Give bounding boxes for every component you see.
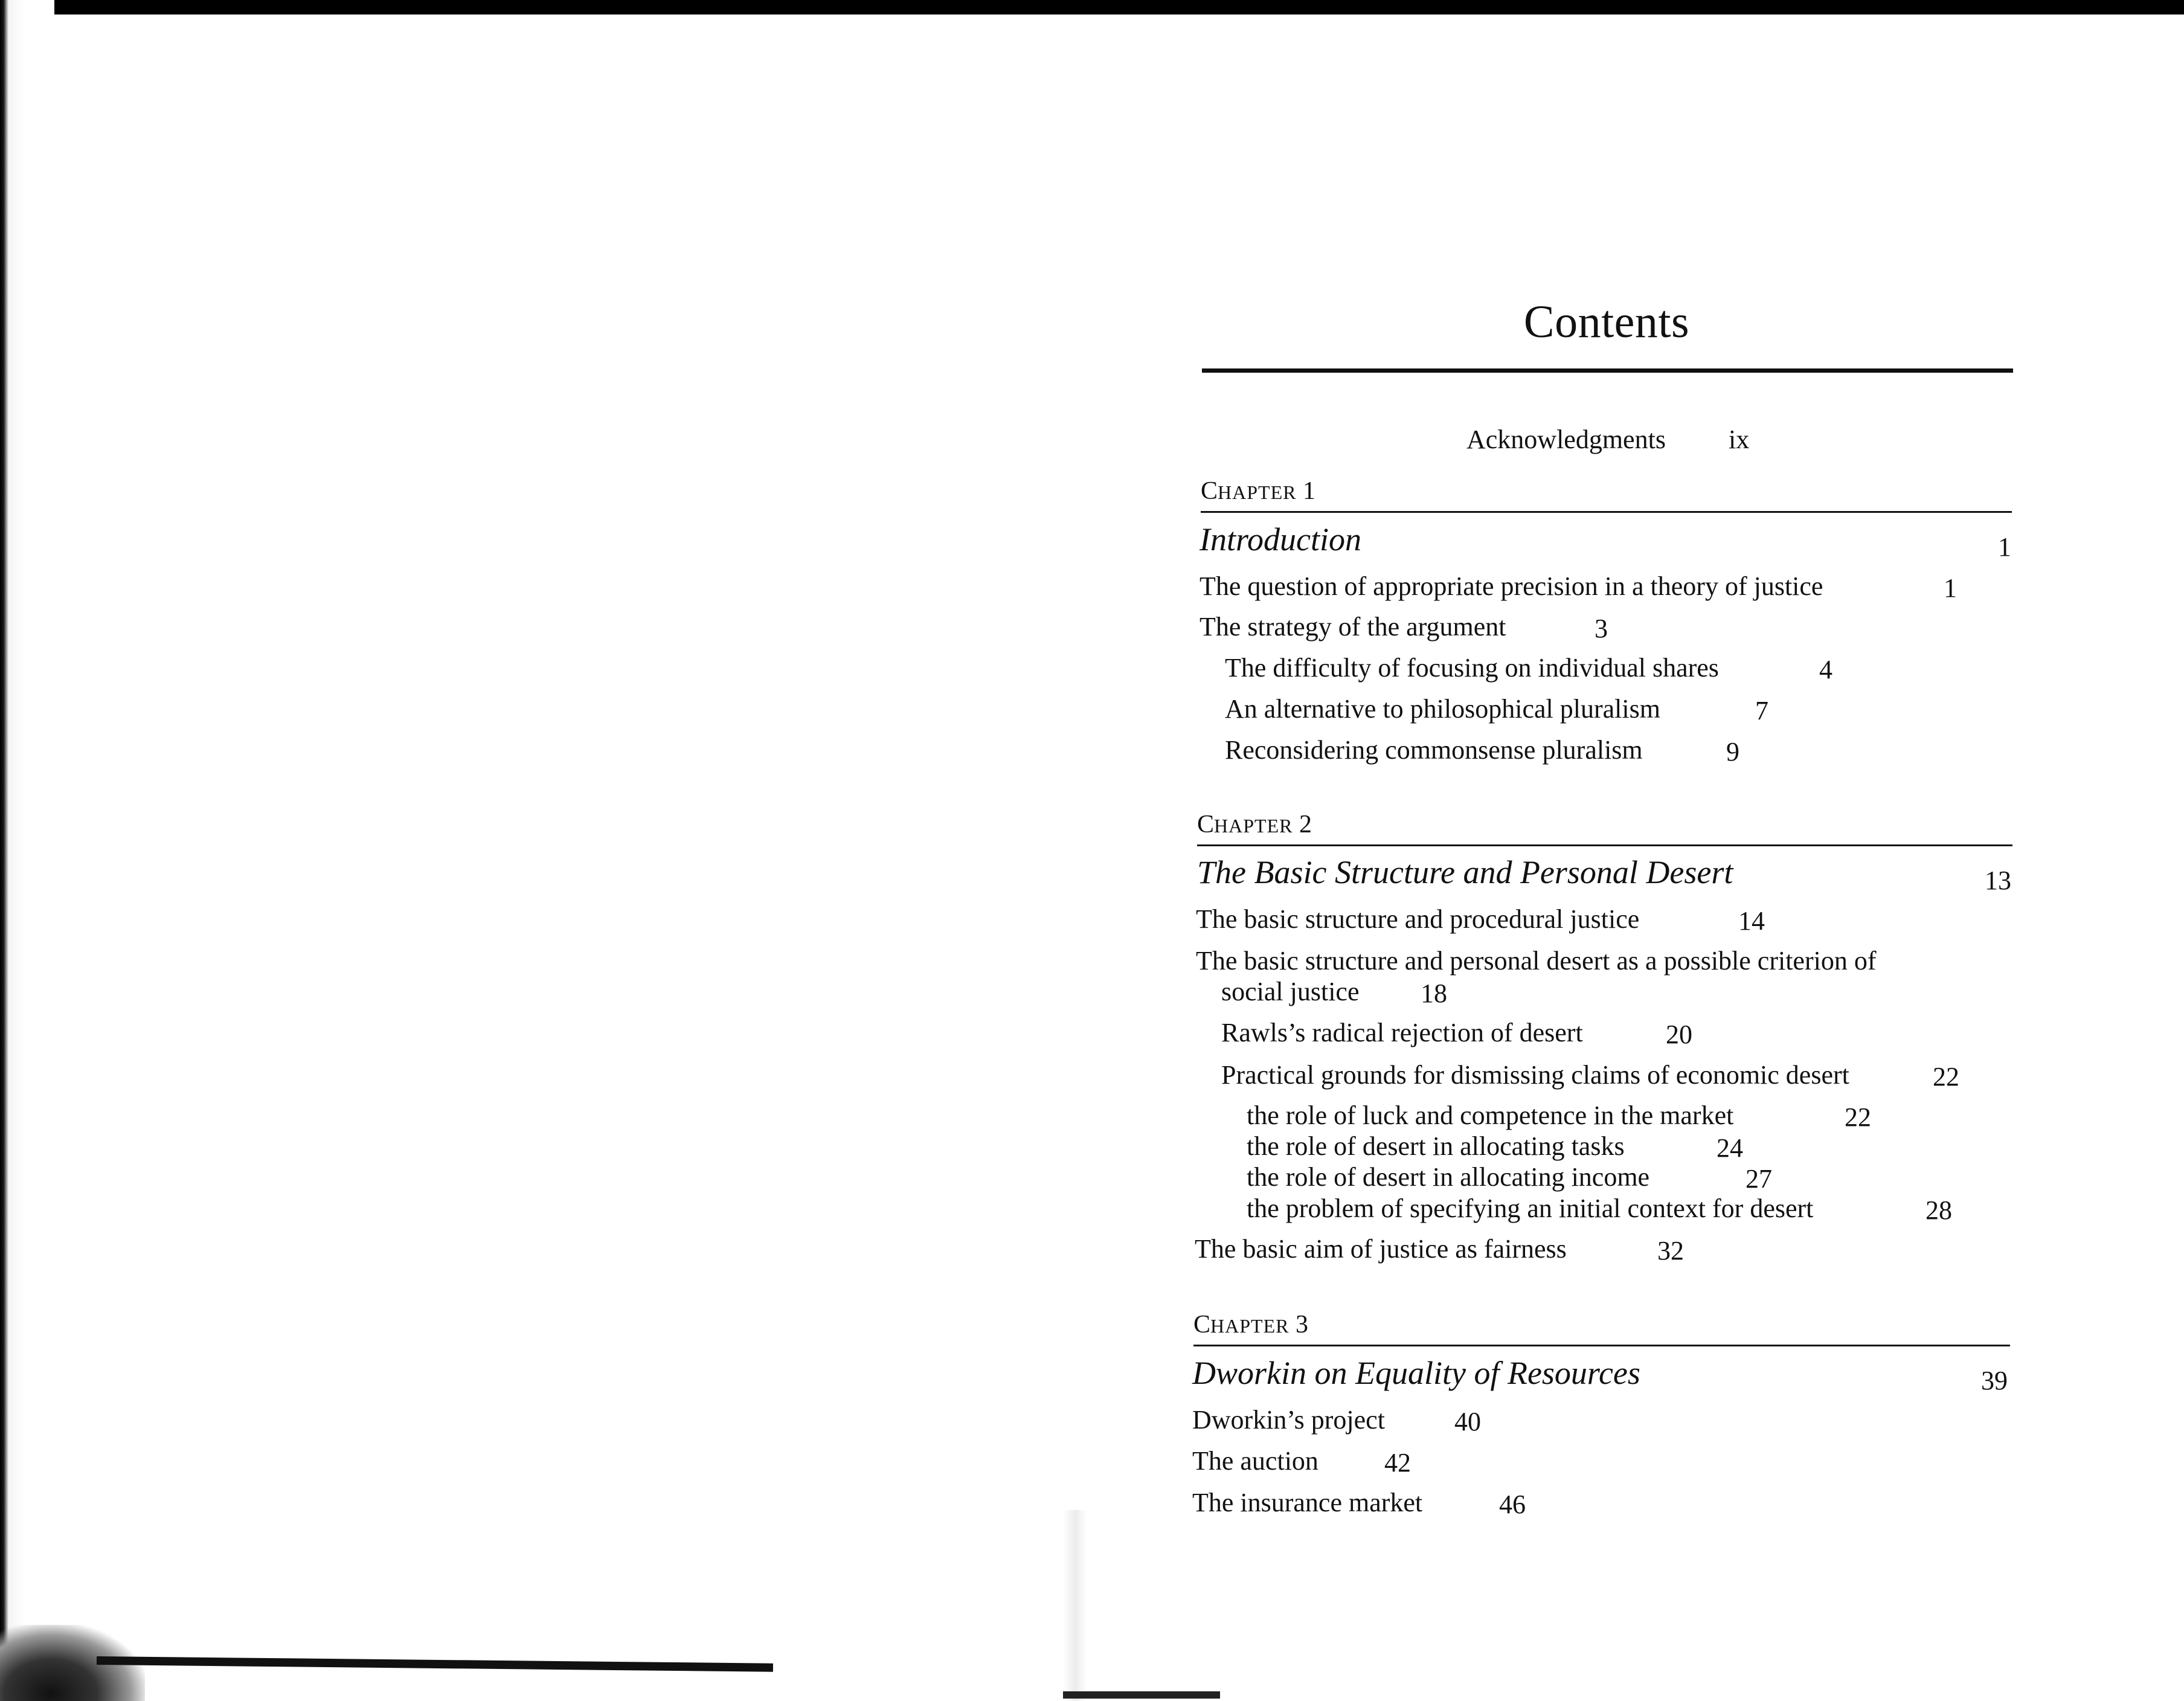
scan-top-edge bbox=[0, 0, 2184, 14]
chapter-1-title: Introduction bbox=[1200, 521, 1361, 558]
scan-bottom-edge-left bbox=[97, 1656, 773, 1672]
toc-entry: The difficulty of focusing on individual shares bbox=[1225, 653, 1719, 683]
toc-entry-page: 40 bbox=[1454, 1407, 1481, 1436]
toc-entry: Rawls’s radical rejection of desert bbox=[1221, 1018, 1583, 1047]
toc-entry-page: 46 bbox=[1499, 1490, 1526, 1519]
toc-entry: The auction bbox=[1192, 1446, 1318, 1476]
scan-bottom-edge-right bbox=[1063, 1691, 1220, 1699]
toc-entry: the role of desert in allocating income bbox=[1247, 1162, 1650, 1192]
chapter-2-label: CHAPTER 2 bbox=[1197, 811, 1312, 838]
toc-entry: Reconsidering commonsense pluralism bbox=[1225, 735, 1643, 765]
toc-entry: The question of appropriate precision in a theory of justice bbox=[1200, 571, 1823, 601]
chapter-3-rule bbox=[1193, 1345, 2010, 1346]
toc-entry-page: 9 bbox=[1726, 737, 1739, 767]
toc-acknowledgments-page: ix bbox=[1729, 425, 1750, 454]
toc-entry: The basic structure and procedural justice bbox=[1196, 904, 1640, 934]
toc-entry: The basic structure and personal desert as a possible criterion of bbox=[1196, 946, 1877, 976]
title-rule bbox=[1202, 368, 2013, 373]
toc-entry: The basic aim of justice as fairness bbox=[1195, 1234, 1567, 1264]
toc-entry-page: 1 bbox=[1944, 573, 1957, 603]
toc-entry: the role of luck and competence in the market bbox=[1247, 1101, 1734, 1130]
toc-entry-page: 32 bbox=[1657, 1236, 1684, 1265]
chapter-3-title: Dworkin on Equality of Resources bbox=[1192, 1355, 1640, 1391]
toc-acknowledgments: Acknowledgments bbox=[1466, 425, 1666, 454]
toc-entry: Dworkin’s project bbox=[1192, 1405, 1385, 1435]
toc-entry: The strategy of the argument bbox=[1200, 612, 1506, 641]
scan-left-edge bbox=[0, 0, 54, 1701]
chapter-1-rule bbox=[1201, 511, 2012, 513]
chapter-2-rule bbox=[1197, 844, 2012, 846]
toc-entry-page: 42 bbox=[1384, 1448, 1411, 1478]
toc-entry: the role of desert in allocating tasks bbox=[1247, 1131, 1625, 1161]
toc-entry-page: 27 bbox=[1746, 1164, 1772, 1194]
toc-entry-page: 14 bbox=[1738, 906, 1765, 936]
toc-entry: the problem of specifying an initial context for desert bbox=[1247, 1194, 1814, 1223]
chapter-2-page: 13 bbox=[1985, 866, 2011, 895]
chapter-3-label: CHAPTER 3 bbox=[1193, 1311, 1308, 1339]
toc-entry-page: 7 bbox=[1755, 696, 1768, 725]
toc-entry: An alternative to philosophical pluralism bbox=[1225, 694, 1660, 724]
chapter-1-page: 1 bbox=[1998, 532, 2011, 562]
toc-entry-page: 3 bbox=[1595, 614, 1608, 643]
toc-entry-continuation: social justice bbox=[1221, 977, 1360, 1006]
chapter-1-label: CHAPTER 1 bbox=[1201, 477, 1315, 505]
toc-entry-page: 20 bbox=[1666, 1020, 1692, 1049]
chapter-3-page: 39 bbox=[1981, 1366, 2008, 1395]
toc-entry: Practical grounds for dismissing claims of economic desert bbox=[1221, 1060, 1849, 1090]
page-title: Contents bbox=[1523, 297, 1690, 347]
page-gutter-shadow bbox=[1063, 1510, 1087, 1701]
chapter-2-title: The Basic Structure and Personal Desert bbox=[1197, 854, 1733, 890]
toc-entry-page: 22 bbox=[1845, 1102, 1871, 1132]
toc-entry: The insurance market bbox=[1192, 1488, 1423, 1517]
toc-entry-page: 22 bbox=[1933, 1062, 1959, 1092]
toc-entry-page: 4 bbox=[1819, 655, 1832, 684]
toc-entry-page: 18 bbox=[1421, 979, 1447, 1008]
toc-entry-page: 24 bbox=[1717, 1133, 1743, 1163]
toc-entry-page: 28 bbox=[1925, 1195, 1952, 1225]
